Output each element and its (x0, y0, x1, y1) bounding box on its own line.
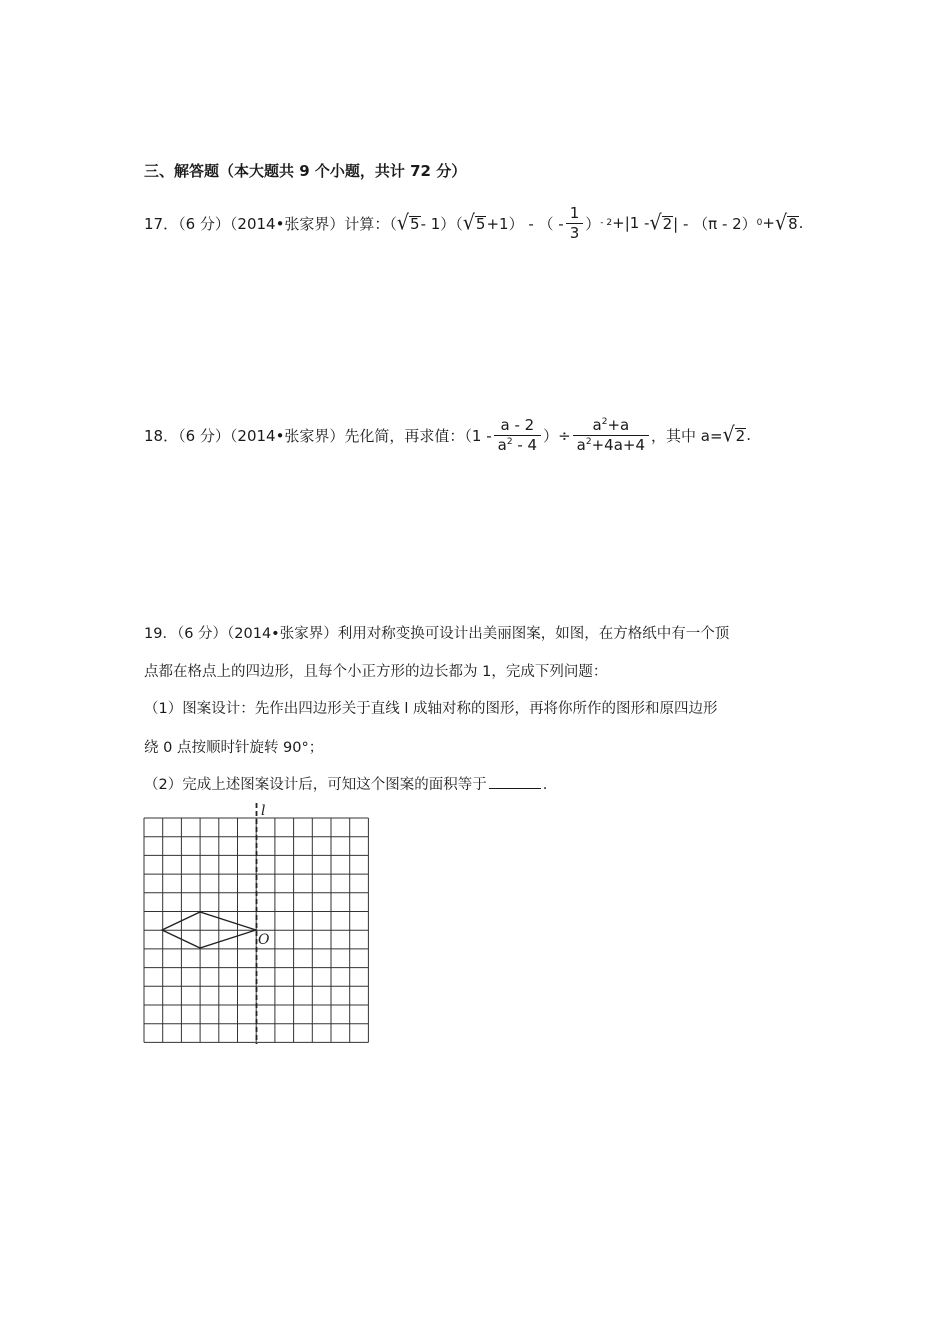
q17-text: | - （π - 2） (673, 214, 757, 233)
fraction-1: $\frac{a - 2}{a^2 - 4}$ (494, 416, 541, 455)
q19-line-5-end: . (542, 777, 548, 793)
q19-line-4: 绕 0 点按顺时针旋转 90°； (144, 740, 324, 756)
q19-line-5-text: （2）完成上述图案设计后，可知这个图案的面积等于 (144, 777, 487, 793)
q17-text: - 1）（ (420, 214, 463, 233)
question-18 (144, 416, 751, 455)
q19-line-3: （1）图案设计：先作出四边形关于直线 l 成轴对称的图形，再将你所作的图形和原四边形 (144, 701, 718, 717)
q19-line-2: 点都在格点上的四边形，且每个小正方形的边长都为 1，完成下列问题： (144, 664, 608, 680)
q17-text: +1） - （ - (486, 214, 564, 233)
answer-blank[interactable] (489, 776, 541, 789)
fraction-2: $\frac{a^2+a}{a^2+4a+4}$ (573, 416, 649, 455)
section-heading: 三、解答题（本大题共 9 个小题，共计 72 分） (144, 162, 467, 180)
line-label-l: l (261, 803, 266, 819)
grid-figure (143, 803, 373, 1045)
q19-line-1: 19．（6 分）（2014•张家界）利用对称变换可设计出美丽图案，如图，在方格纸中有一个顶 (144, 626, 730, 642)
q17-end: . (798, 214, 804, 233)
sqrt-2: √ 2 (649, 210, 673, 235)
q17-text: +|1 - (612, 214, 650, 233)
question-17 (144, 204, 803, 243)
q18-prefix: 18．（6 分）（2014•张家界）先化简，再求值：（1 - (144, 426, 492, 445)
q19-line-5 (144, 773, 547, 794)
sqrt-5-a: √ 5 (396, 210, 420, 235)
q17-exponent-zero: 0 (756, 218, 763, 229)
q18-end: . (746, 426, 751, 445)
q17-text: ） (585, 214, 601, 233)
q17-prefix: 17．（6 分）（2014•张家界）计算：（ (144, 214, 397, 233)
q18-divide: ）÷ (543, 426, 571, 445)
q17-exponent: - 2 (600, 218, 613, 229)
sqrt-8: √ 8 (774, 210, 798, 235)
sqrt-2-value: √ 2 (722, 422, 746, 447)
point-label-o: O (258, 932, 270, 948)
q18-suffix: ，其中 a= (651, 426, 723, 445)
sqrt-5-b: √ 5 (462, 210, 486, 235)
fraction-one-third: $\frac{1}{3}$ (566, 204, 584, 243)
q17-text: + (762, 214, 775, 233)
